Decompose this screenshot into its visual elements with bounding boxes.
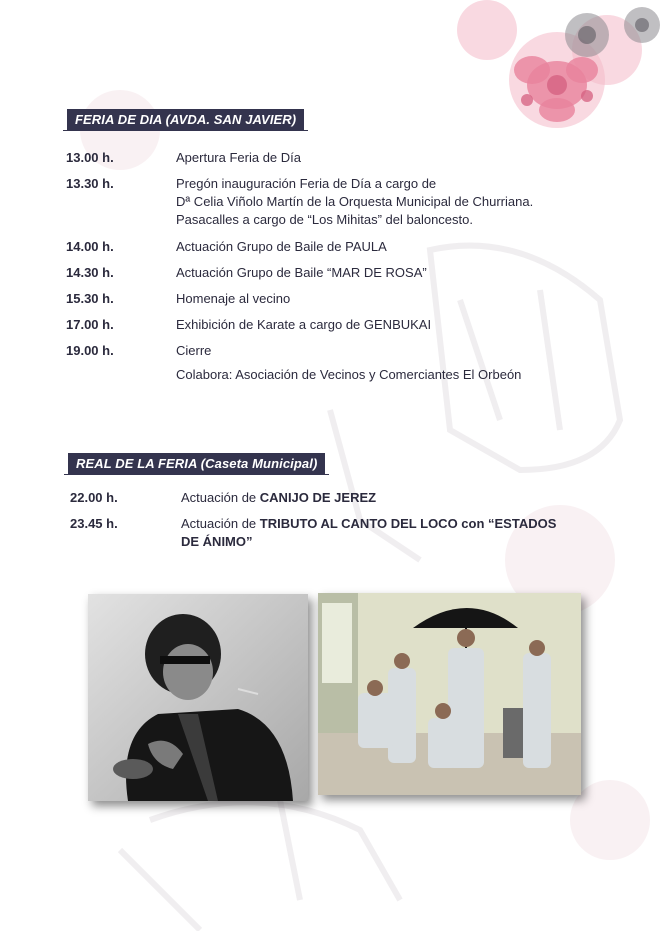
event-time: 13.30 h. [66, 176, 114, 191]
event-time: 14.30 h. [66, 265, 114, 280]
performer-name: CANIJO DE JEREZ [259, 490, 377, 505]
event-description: Apertura Feria de Día [176, 150, 302, 165]
event-prefix: Actuación de [181, 516, 260, 531]
event-description: Homenaje al vecino [176, 291, 291, 306]
event-description [181, 489, 376, 507]
canijo-photo-image [88, 594, 308, 801]
event-description [181, 533, 253, 551]
event-description: Exhibición de Karate a cargo de GENBUKAI [176, 317, 432, 332]
event-time: 19.00 h. [66, 343, 114, 358]
event-time: 22.00 h. [70, 490, 118, 505]
section-title-real-feria: REAL DE LA FERIA (Caseta Municipal) [68, 453, 325, 474]
event-time: 13.00 h. [66, 150, 114, 165]
event-description: Pasacalles a cargo de “Los Mihitas” del baloncesto. [176, 212, 473, 227]
band-photo [318, 593, 581, 795]
event-prefix: Actuación de [181, 490, 260, 505]
performer-name: TRIBUTO AL CANTO DEL LOCO con “ESTADOS [259, 516, 557, 531]
flower-decoration [407, 0, 667, 160]
event-description: Actuación Grupo de Baile de PAULA [176, 239, 387, 254]
event-time: 14.00 h. [66, 239, 114, 254]
event-time: 17.00 h. [66, 317, 114, 332]
event-description: Cierre [176, 343, 212, 358]
event-time: 23.45 h. [70, 516, 118, 531]
event-description [181, 515, 556, 533]
event-description: Dª Celia Viñolo Martín de la Orquesta Municipal de Churriana. [176, 194, 534, 209]
band-photo-image [318, 593, 581, 795]
canijo-photo [88, 594, 308, 801]
event-description: Pregón inauguración Feria de Día a cargo de [176, 176, 437, 191]
colabora-text: Colabora: Asociación de Vecinos y Comerciantes El Orbeón [176, 367, 522, 382]
event-description: Actuación Grupo de Baile “MAR DE ROSA” [176, 265, 427, 280]
performer-name: DE ÁNIMO” [181, 534, 253, 549]
section-title-feria-dia: FERIA DE DIA (AVDA. SAN JAVIER) [67, 109, 304, 130]
event-time: 15.30 h. [66, 291, 114, 306]
